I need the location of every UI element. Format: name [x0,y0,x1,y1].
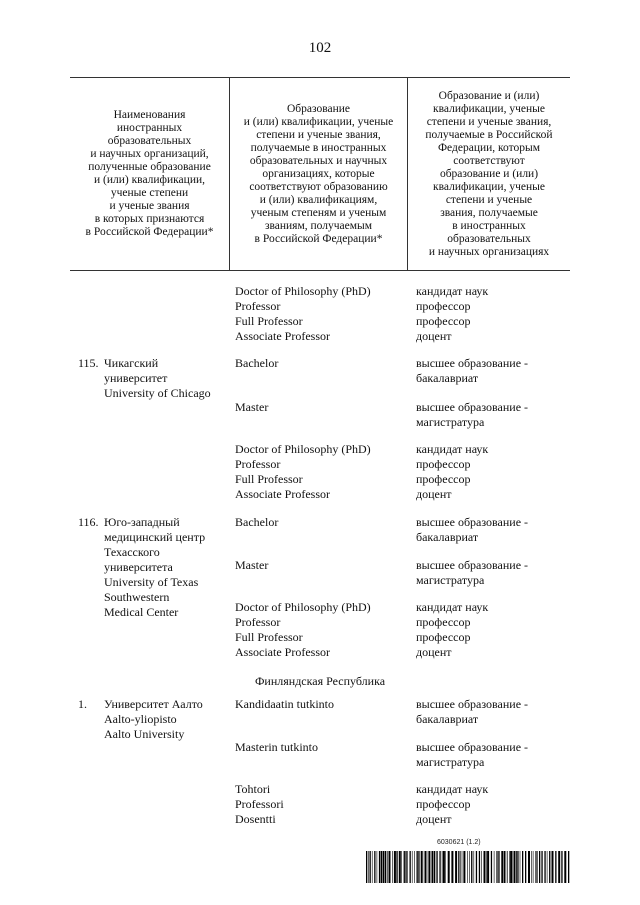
barcode-bar [443,851,445,883]
barcode-bar [516,851,517,883]
text-line: высшее образование - [416,356,529,370]
text-line: и (или) квалификации, [93,174,206,186]
barcode-bar [510,851,512,883]
barcode-bar [498,851,499,883]
barcode-bar [389,851,391,883]
barcode [366,851,571,883]
barcode-bar [474,851,475,883]
header-top-rule [70,77,570,78]
barcode-bar [467,851,468,883]
barcode-bar [564,851,566,883]
barcode-bar [471,851,472,883]
text-line: Professor [235,299,281,313]
entry-116-name [104,515,205,620]
barcode-bar [379,851,380,883]
barcode-bar [507,851,508,883]
text-line: Doctor of Philosophy (PhD) [235,600,371,614]
entry-1-bachelor-ru [416,697,528,727]
text-line: University of Chicago [104,386,211,400]
barcode-bar [405,851,406,883]
barcode-bar [424,851,425,883]
text-line: Aalto-yliopisto [104,712,177,726]
text-line: Professor [235,615,281,629]
barcode-bar [427,851,428,883]
document-serial: 6030621 (1.2) [437,839,481,846]
entry-116-degrees [235,600,371,660]
barcode-bar [525,851,526,883]
text-line: Aalto University [104,727,185,741]
text-line: в Российской Федерации* [254,232,383,245]
barcode-bar [476,851,477,883]
barcode-bar [374,851,375,883]
entry-116-number: 116. [78,515,99,529]
text-line: Dosentti [235,812,276,826]
barcode-bar [533,851,534,883]
barcode-bar [451,851,453,883]
text-line: и (или) квалификации, ученые [243,115,394,128]
barcode-bar [487,851,489,883]
entry-115-number: 115. [78,356,99,370]
text-line: университет [104,371,168,385]
page-number: 102 [308,40,332,56]
barcode-bar [504,851,505,883]
barcode-bar [412,851,413,883]
text-line: профессор [416,472,471,486]
barcode-bar [494,851,495,883]
entry-1-master-ru [416,740,528,770]
entry-115-master: Master [235,400,269,414]
text-line: Professor [235,457,281,471]
barcode-bar [501,851,503,883]
barcode-bar [394,851,396,883]
entry-116-master: Master [235,558,269,572]
barcode-bar [414,851,415,883]
barcode-bar [385,851,386,883]
barcode-bar [387,851,388,883]
text-line: Чикагский [104,356,159,370]
barcode-bar [555,851,556,883]
header-bottom-rule [70,270,570,271]
text-line: степени и ученые [445,193,533,206]
text-line: степени и ученые звания, [256,128,381,141]
text-line: Образование и (или) [438,89,540,102]
text-line: получаемые в иностранных [250,141,387,154]
barcode-bar [381,851,382,883]
barcode-bar [568,851,569,883]
text-line: Doctor of Philosophy (PhD) [235,442,371,456]
text-line: Full Professor [235,314,303,328]
entry-115-name [104,356,211,401]
text-line: магистратура [416,573,485,587]
barcode-bar [463,851,465,883]
barcode-bar [547,851,548,883]
text-line: соответствуют [453,154,525,167]
barcode-bar [377,851,378,883]
text-line: доцент [416,812,452,826]
barcode-bar [392,851,393,883]
text-line: профессор [416,797,471,811]
barcode-bar [509,851,510,883]
text-line: высшее образование - [416,515,529,529]
barcode-bar [535,851,536,883]
barcode-bar [407,851,408,883]
text-line: University of Texas [104,575,199,589]
text-line: доцент [416,329,452,343]
barcode-bar [460,851,461,883]
text-line: Doctor of Philosophy (PhD) [235,284,371,298]
barcode-bar [561,851,562,883]
text-line: и научных организациях [428,245,550,258]
text-line: полученные образование [88,161,211,173]
text-line: и ученые звания [109,200,190,212]
text-line: и научных организаций, [90,148,209,160]
barcode-bar [513,851,514,883]
barcode-bar [368,851,369,883]
text-line: бакалавриат [416,371,479,385]
text-line: кандидат наук [416,442,489,456]
entry-1-degrees-ru [416,782,488,827]
text-line: высшее образование - [416,697,529,711]
barcode-bar [410,851,411,883]
text-line: высшее образование - [416,400,529,414]
entry-116-degrees-ru [416,600,488,660]
header-col-russian-degrees [408,80,570,268]
text-line: бакалавриат [416,712,479,726]
text-line: образование и (или) [439,167,539,180]
barcode-bar [544,851,545,883]
text-line: кандидат наук [416,782,489,796]
text-line: в иностранных [452,219,526,232]
text-line: Full Professor [235,630,303,644]
entry-115-degrees [235,442,371,502]
entry-1-name [104,697,203,742]
entry-115-master-ru [416,400,528,430]
entry-116-bachelor-ru [416,515,528,545]
barcode-bar [458,851,459,883]
barcode-bar [421,851,423,883]
barcode-bar [425,851,426,883]
cont-russian-degrees [416,284,488,344]
barcode-bar [479,851,480,883]
entry-1-number: 1. [78,697,87,711]
barcode-bar [522,851,523,883]
barcode-bar [481,851,482,883]
text-line: Юго-западный [104,515,180,529]
entry-1-master: Masterin tutkinto [235,740,318,754]
text-line: Medical Center [104,605,179,619]
text-line: образовательных [107,135,192,147]
text-line: Southwestern [104,590,170,604]
text-line: Professori [235,797,284,811]
entry-1-degrees [235,782,284,827]
barcode-bar [370,851,371,883]
text-line: Associate Professor [235,645,330,659]
text-line: профессор [416,630,471,644]
barcode-bar [539,851,540,883]
text-line: степени и ученые звания, [426,115,552,128]
text-line: Associate Professor [235,329,330,343]
text-line: квалификации, ученые [433,102,545,115]
text-line: профессор [416,299,471,313]
barcode-bar [436,851,437,883]
barcode-bar [517,851,518,883]
text-line: получаемые в Российской [425,128,553,141]
text-line: магистратура [416,415,485,429]
text-line: Образование [286,102,351,115]
barcode-bar [484,851,486,883]
entry-115-bachelor-ru [416,356,528,386]
text-line: высшее образование - [416,740,529,754]
text-line: ученые степени [110,187,189,199]
text-line: кандидат наук [416,600,489,614]
cont-foreign-degrees [235,284,371,344]
text-line: медицинский центр [104,530,206,544]
text-line: соответствуют образованию [249,180,388,193]
text-line: квалификации, ученые [433,180,545,193]
barcode-bar [520,851,521,883]
barcode-bar [448,851,450,883]
barcode-bar [434,851,435,883]
text-line: кандидат наук [416,284,489,298]
barcode-bar [455,851,457,883]
barcode-bar [541,851,542,883]
barcode-bar [537,851,538,883]
text-line: Associate Professor [235,487,330,501]
text-line: в Российской Федерации* [85,226,214,238]
text-line: Федерации, которым [437,141,541,154]
text-line: доцент [416,645,452,659]
text-line: ученым степеням и ученым [250,206,387,219]
barcode-bar [439,851,440,883]
text-line: организациях, которые [262,167,375,180]
barcode-bar [549,851,550,883]
text-line: Наименования [113,109,186,121]
text-line: магистратура [416,755,485,769]
text-line: высшее образование - [416,558,529,572]
entry-115-degrees-ru [416,442,488,502]
text-line: образовательных [447,232,531,245]
text-line: звания, получаемые [440,206,538,219]
barcode-bar [442,851,443,883]
entry-115-bachelor: Bachelor [235,356,279,370]
text-line: званиям, получаемым [264,219,373,232]
barcode-bar [428,851,430,883]
barcode-bar [383,851,385,883]
barcode-bar [528,851,530,883]
barcode-bar [496,851,497,883]
barcode-bar [491,851,492,883]
text-line: университета [104,560,173,574]
barcode-bar [417,851,418,883]
barcode-bar [366,851,367,883]
barcode-bar [531,851,532,883]
text-line: доцент [416,487,452,501]
barcode-bar [399,851,401,883]
text-line: Tohtori [235,782,271,796]
text-line: и (или) квалификациям, [259,193,378,206]
barcode-bar [432,851,434,883]
text-line: бакалавриат [416,530,479,544]
entry-116-master-ru [416,558,528,588]
barcode-bar [497,851,498,883]
text-line: образовательных и научных [249,154,388,167]
barcode-bar [396,851,397,883]
barcode-bar [401,851,402,883]
entry-1-bachelor: Kandidaatin tutkinto [235,697,334,711]
text-line: в которых признаются [94,213,205,225]
barcode-bar [506,851,507,883]
entry-116-bachelor: Bachelor [235,515,279,529]
text-line: профессор [416,615,471,629]
barcode-bar [372,851,373,883]
country-heading: Финляндская Республика [254,674,386,688]
text-line: профессор [416,457,471,471]
barcode-bar [552,851,554,883]
barcode-bar [558,851,560,883]
text-line: профессор [416,314,471,328]
text-line: Университет Аалто [104,697,203,711]
header-col-organizations [70,80,229,268]
barcode-bar [536,851,537,883]
barcode-bar [514,851,515,883]
text-line: Full Professor [235,472,303,486]
barcode-bar [445,851,446,883]
barcode-bar [469,851,470,883]
barcode-bar [486,851,487,883]
header-col-foreign-degrees [230,80,407,268]
barcode-bar [404,851,405,883]
text-line: Техасского [104,545,160,559]
barcode-bar [418,851,419,883]
barcode-bar [462,851,463,883]
text-line: иностранных [116,122,183,134]
